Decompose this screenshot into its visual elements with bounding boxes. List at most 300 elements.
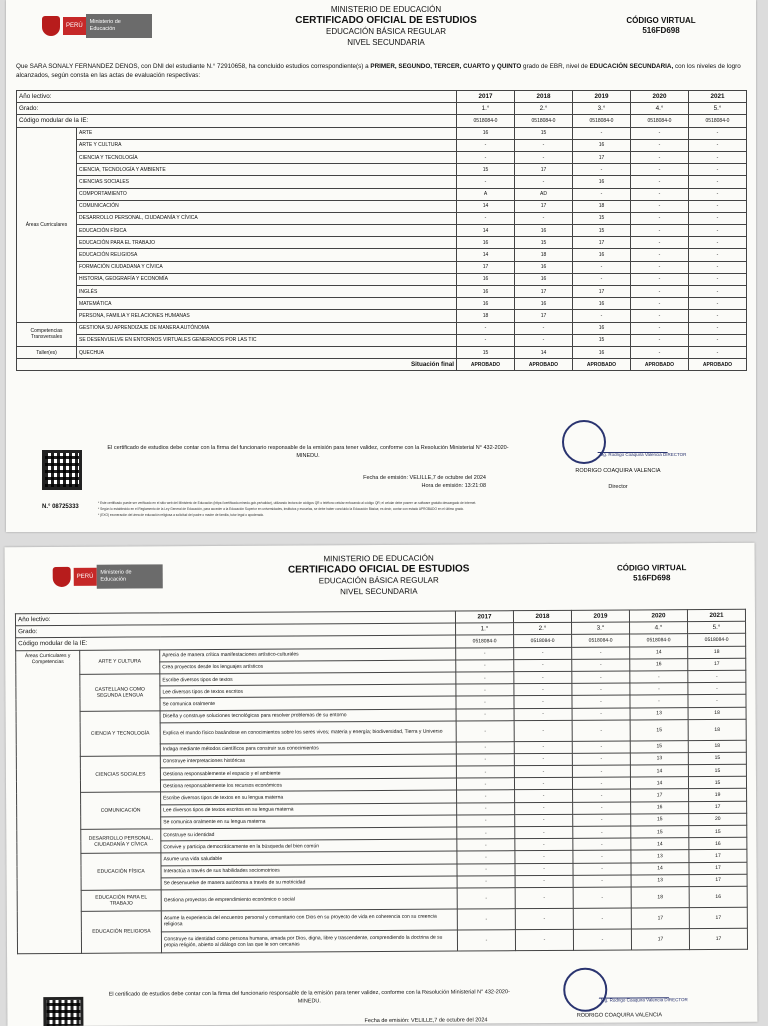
grade-cell: 13 [631,850,689,863]
grade-cell: - [573,261,631,273]
virtual-code-2 [597,563,707,584]
competency-name: Explica el mundo físico basándose en conocimientos sobre los seres vivos; materia y energía; biodiversidad, Tierra y Universo [160,721,456,744]
grade-cell: - [689,298,747,310]
intro-text-3: con los niveles de logro alcanzados, según consta en las actas de evaluación respectivas: [16,63,741,79]
grade-cell: 2021 [687,609,745,622]
competency-name: GESTIONA SU APRENDIZAJE DE MANERA AUTÓNOMA [77,322,457,334]
grade-cell: 5.° [689,103,747,115]
grade-cell: 16 [457,127,515,139]
grade-cell: 17 [573,237,631,249]
grade-cell: - [689,225,747,237]
competency-name: Gestiona responsablemente los recursos económicos [160,778,456,792]
area-group-label: Áreas Curriculares [17,127,77,322]
grade-cell: - [457,875,515,888]
table-row [17,261,747,273]
grade-cell: - [573,802,631,815]
grade-cell: - [689,164,747,176]
grade-cell: - [631,200,689,212]
certificate-title-block-2 [199,552,559,598]
area-name: ARTE Y CULTURA [80,649,160,674]
certificate-page-2 [5,543,758,1026]
area-name: CIENCIA Y TECNOLOGÍA [77,151,457,163]
competency-name: Asume una vida saludable [161,851,457,865]
grade-cell: - [573,875,631,888]
virtual-code-value-2: 516FD698 [633,573,671,583]
grade-cell: 0518084-0 [688,634,746,647]
grade-cell: - [572,753,630,766]
competency-group-label: Competencias Transversales [17,322,77,346]
logo-peru: PERÚ [63,17,86,35]
grade-cell: 15 [630,740,688,753]
grade-cell: 4.° [631,103,689,115]
school-code-row [17,115,747,127]
grade-cell: - [689,200,747,212]
education-level-2: EDUCACIÓN BÁSICA REGULAR [318,575,439,586]
grade-cell: 3.° [573,103,631,115]
minedu-logo-2 [53,564,163,589]
virtual-code-label: CÓDIGO VIRTUAL [626,16,696,25]
grades-table-2 [15,609,748,954]
grade-cell: 17 [515,310,573,322]
area-name: CIENCIAS SOCIALES [80,756,160,793]
competency-name: Construye su identidad como persona humana, amada por Dios, digna, libre y trascendente, comprendiendo la doctrina de su propia religión, abierto al diálogo con las que le son cercanas [161,930,457,953]
grade-cell: - [689,151,747,163]
grade-cell: 3.° [572,622,630,635]
intro-grades: PRIMER, SEGUNDO, TERCER, CUARTO y QUINTO [370,63,522,70]
grade-cell: 16 [573,249,631,261]
grade-cell: - [457,827,515,840]
area-name: HISTORIA, GEOGRAFÍA Y ECONOMÍA [77,273,457,285]
grade-cell: - [689,261,747,273]
grade-cell: 2.° [514,623,572,636]
grade-cell: - [572,720,630,741]
area-name: DESARROLLO PERSONAL, CIUDADANÍA Y CÍVICA [77,212,457,224]
grade-cell: 13 [630,752,688,765]
grade-cell: 17 [689,850,747,863]
grade-cell: - [631,286,689,298]
grade-cell: 17 [457,261,515,273]
competency-name: Asume la experiencia del encuentro personal y comunitario con Dios en su proyecto de vida en coherencia con su creencia religiosa [161,909,457,932]
grade-cell: 17 [515,164,573,176]
director-signature-icon [599,973,678,998]
grade-cell: 17 [631,789,689,802]
competency-name: Crea proyectos desde los lenguajes artísticos [160,660,456,674]
grade-cell: - [456,684,514,697]
table-row [17,322,747,334]
grade-cell: 15 [688,752,746,765]
grade-cell: - [456,696,514,709]
grade-cell: - [688,695,746,708]
competency-name: Diseña y construye soluciones tecnológicas para resolver problemas de su entorno [160,709,456,723]
area-name: EDUCACIÓN FÍSICA [77,225,457,237]
grade-cell: 18 [573,200,631,212]
grade-cell: - [689,237,747,249]
area-name: INGLÉS [77,286,457,298]
grade-cell: 14 [515,346,573,358]
grade-cell: 0518084-0 [631,115,689,127]
areas-competencies-label: Áreas Curriculares y Competencias [16,650,82,954]
grade-cell: 5.° [688,621,746,634]
grade-cell: - [457,863,515,876]
grade-cell: - [631,237,689,249]
grade-cell: - [514,647,572,660]
area-name: EDUCACIÓN RELIGIOSA [77,249,457,261]
grade-cell: - [631,151,689,163]
grade-cell: - [515,875,573,888]
grade-cell: 16 [515,273,573,285]
fine-print-3: * (EXO) exoneración del área de educación religiosa a solicitud del padre o madre de familia, tutor legal o apoderado. [98,513,265,517]
grade-cell: A [457,188,515,200]
grade-cell: - [456,659,514,672]
grade-cell: 15 [689,825,747,838]
grade-cell: 16 [457,273,515,285]
grade-cell: - [514,671,572,684]
grade-cell: 13 [631,874,689,887]
grade-cell: 2.° [515,103,573,115]
grade-cell: - [456,741,514,754]
minedu-logo [42,14,152,38]
grade-cell: 18 [515,249,573,261]
grade-cell: - [456,766,514,779]
grade-cell: 15 [573,225,631,237]
grade-cell: APROBADO [631,359,689,371]
school-code-label: Código modular de la IE: [16,635,456,650]
area-name: EDUCACIÓN FÍSICA [81,853,161,890]
grade-cell: 17 [573,286,631,298]
grade-cell: - [689,176,747,188]
grade-cell: 18 [457,310,515,322]
grade-cell: 15 [457,164,515,176]
grade-cell: 15 [515,127,573,139]
grade-cell: 16 [631,801,689,814]
grade-cell: 18 [631,887,689,908]
area-name: CIENCIA, TECNOLOGÍA Y AMBIENTE [77,164,457,176]
grade-cell: - [457,851,515,864]
certificate-serial: N.° 08725333 [42,504,79,510]
grade-cell: 2018 [515,91,573,103]
grade-cell: - [515,839,573,852]
grade-cell: 0518084-0 [457,115,515,127]
grade-cell: - [457,212,515,224]
grade-cell: 2021 [689,91,747,103]
area-name: EDUCACIÓN PARA EL TRABAJO [77,237,457,249]
grade-cell: - [689,334,747,346]
grade-cell: 14 [630,765,688,778]
grade-cell: - [457,790,515,803]
grade-cell: - [457,802,515,815]
table-row [17,225,747,237]
grade-cell: - [689,286,747,298]
grade-cell: - [515,790,573,803]
grade-cell: - [457,139,515,151]
competency-name: Escribe diversos tipos de textos en su lengua materna [161,790,457,804]
qr-code-icon [43,997,83,1026]
competency-name: Interactúa a través de sus habilidades sociomotrices [161,864,457,878]
table-row [17,151,747,163]
grade-cell: 18 [688,707,746,720]
year-row [17,91,747,103]
grade-cell: - [689,212,747,224]
grade-cell: - [631,249,689,261]
grade-cell: 16 [515,225,573,237]
grade-cell: 14 [630,777,688,790]
grade-cell: - [514,696,572,709]
fine-print-1: * Este certificado puede ser verificado en el sitio web del Ministerio de Educación (https://certificado.minedu.gob.pe/validar), utilizando lectora de códigos QR o teléfono celular enfocando al código QR; el celular debe poseer un software gratuito descargado de internet. [98,501,477,505]
grade-cell: - [457,839,515,852]
fine-print-2: * Según lo establecido en el Reglamento de la Ley General de Educación, para acceder a la Educación Superior en universidades, institutos y escuelas, se debe haber concluido la Educación Básica; es decir, contar con estado APROBADO en el último grado. [98,507,465,511]
validity-note-2: El certificado de estudios debe contar con la firma del funcionario responsable de la emisión para tener validez, conforme con la Resolución Ministerial N° 432-2020-MINEDU. [108,989,510,1005]
grade-cell: - [689,249,747,261]
grade-cell: - [631,212,689,224]
table-row [17,310,747,322]
grade-cell: - [631,310,689,322]
table-row [17,346,747,358]
competency-name: Se comunica oralmente [160,696,456,710]
grade-cell: - [573,838,631,851]
grade-cell: - [515,826,573,839]
year-label: Año lectivo: [17,91,457,103]
director-signature-icon [597,428,676,453]
grade-cell: 14 [630,646,688,659]
grade-cell: 2020 [631,91,689,103]
table-row [17,334,747,346]
director-title: Director [608,484,628,490]
grade-cell: - [515,908,573,929]
grade-cell: - [573,863,631,876]
area-name: PERSONA, FAMILIA Y RELACIONES HUMANAS [77,310,457,322]
grade-cell: - [456,647,514,660]
certificate-title-2: CERTIFICADO OFICIAL DE ESTUDIOS [287,563,470,576]
grade-cell: - [689,127,747,139]
grade-cell: 16 [689,837,747,850]
table-row [17,188,747,200]
certificate-intro [16,62,746,80]
grade-cell: - [515,851,573,864]
grade-cell: 14 [631,838,689,851]
grade-cell: 17 [573,151,631,163]
issue-date: Fecha de emisión: VELILLE,7 de octubre del 2024 [363,475,486,481]
table-row [17,212,747,224]
virtual-code-label-2: CÓDIGO VIRTUAL [616,563,687,573]
logo-ministry: Ministerio de Educación [86,14,152,38]
grade-cell: 15 [688,764,746,777]
grade-cell: 16 [515,298,573,310]
grade-cell: 1.° [456,623,514,636]
certificate-header-2 [5,543,755,604]
grade-cell: 15 [631,813,689,826]
grade-cell: - [457,334,515,346]
competency-name: Indaga mediante métodos científicos para construir sus conocimientos [160,742,456,756]
grade-cell: 15 [573,212,631,224]
grade-cell: 2019 [571,610,629,623]
grade-cell: - [457,930,515,951]
grade-cell: - [572,695,630,708]
validity-note: El certificado de estudios debe contar con la firma del funcionario responsable de la emisión para tener validez, conforme con la Resolución Ministerial N° 432-2020-MINEDU. [107,445,509,459]
grade-label: Grado: [17,103,457,115]
grade-cell: 18 [688,740,746,753]
area-name: COMUNICACIÓN [81,792,161,829]
grades-table-1 [16,90,747,371]
grade-cell: APROBADO [515,359,573,371]
table-row [17,139,747,151]
certificate-page-1 [6,0,756,532]
certificate-title: CERTIFICADO OFICIAL DE ESTUDIOS [295,15,477,26]
area-name: COMUNICACIÓN [77,200,457,212]
grade-cell: - [630,683,688,696]
grade-cell: - [631,322,689,334]
grade-cell: 17 [689,928,747,949]
grade-cell: - [515,334,573,346]
grade-cell: - [631,127,689,139]
grade-cell: 4.° [630,622,688,635]
grade-cell: 2018 [513,610,571,623]
table-row [17,298,747,310]
grade-cell: - [631,225,689,237]
grade-cell: - [456,672,514,685]
competency-name: Lee diversos tipos de textos escritos [160,684,456,698]
competency-name: Convive y participa democráticamente en la búsqueda del bien común [161,839,457,853]
grade-cell: - [689,273,747,285]
grade-cell: 14 [457,249,515,261]
peru-shield-icon [53,567,71,587]
grade-cell: 0518084-0 [572,634,630,647]
grade-cell: 16 [573,322,631,334]
grade-cell: - [515,929,573,950]
workshop-name: QUECHUA [77,346,457,358]
grade-cell: - [573,273,631,285]
grade-cell: 15 [573,334,631,346]
grade-cell: - [573,814,631,827]
area-name: MATEMÁTICA [77,298,457,310]
final-status-label: Situación final [17,359,457,371]
grade-cell: - [514,753,572,766]
grade-cell: 19 [689,789,747,802]
grade-cell: - [631,188,689,200]
grade-cell: - [573,789,631,802]
grade-cell: 15 [631,826,689,839]
grade-cell: 18 [688,646,746,659]
grade-cell: - [514,765,572,778]
year-label: Año lectivo: [15,611,455,626]
grade-cell: - [573,310,631,322]
grade-cell: - [456,720,514,741]
grade-cell: 16 [573,298,631,310]
competency-name: Gestiona responsablemente el espacio y el ambiente [160,766,456,780]
grade-cell: 17 [688,658,746,671]
grade-cell: - [573,826,631,839]
grade-cell: 20 [689,813,747,826]
grade-cell: 14 [457,225,515,237]
grade-cell: 17 [689,862,747,875]
grade-cell: 16 [573,346,631,358]
education-level: EDUCACIÓN BÁSICA REGULAR [325,27,447,36]
area-name: FORMACIÓN CIUDADANA Y CÍVICA [77,261,457,273]
grade-cell: - [457,888,515,909]
grade-cell: 14 [631,862,689,875]
grade-cell: - [688,682,746,695]
area-name: ARTE [77,127,457,139]
grade-label: Grado: [16,623,456,638]
grade-cell: 0518084-0 [573,115,631,127]
grade-cell: - [689,188,747,200]
grade-cell: 2019 [573,91,631,103]
grade-cell: - [573,908,631,929]
grade-cell: - [514,778,572,791]
grade-cell: - [515,139,573,151]
grade-cell: 17 [689,801,747,814]
virtual-code [606,16,716,36]
grade-cell: 0518084-0 [689,115,747,127]
grade-cell: AD [515,188,573,200]
grade-cell: 15 [630,719,688,740]
grade-cell: 16 [457,286,515,298]
intro-level: EDUCACIÓN SECUNDARIA, [589,63,674,70]
grade-cell: - [689,346,747,358]
education-sublevel-2: NIVEL SECUNDARIA [340,586,418,597]
grade-cell: 15 [688,777,746,790]
grade-cell: 0518084-0 [515,115,573,127]
table-row [17,164,747,176]
intro-text-2: grado de EBR, nivel de [521,63,590,70]
grade-cell: 17 [631,908,689,929]
grade-cell: - [515,863,573,876]
grade-cell: - [631,139,689,151]
grade-cell: - [572,659,630,672]
area-name: CASTELLANO COMO SEGUNDA LENGUA [80,674,160,711]
grade-cell: - [456,778,514,791]
grade-cell: - [631,346,689,358]
grade-cell: 15 [457,346,515,358]
area-name: CIENCIAS SOCIALES [77,176,457,188]
grade-cell: 16 [457,237,515,249]
grade-cell: - [457,151,515,163]
grade-cell: 2020 [629,610,687,623]
grade-cell: 16 [689,886,747,907]
grade-cell: 0518084-0 [456,635,514,648]
issue-date-2: Fecha de emisión: VELILLE,7 de octubre del 2024 [364,1017,488,1025]
table-row [17,237,747,249]
grade-cell: - [572,777,630,790]
grade-cell: - [514,741,572,754]
grade-cell: 18 [688,719,746,740]
table-row [17,200,747,212]
grade-cell: 17 [515,286,573,298]
grade-cell: - [631,176,689,188]
grade-cell: 16 [573,139,631,151]
grade-cell: 17 [631,929,689,950]
grade-cell: - [689,322,747,334]
competency-name: Gestiona proyectos de emprendimiento económico o social [161,888,457,911]
grade-cell: 17 [689,874,747,887]
table-row [17,176,747,188]
area-name: COMPORTAMIENTO [77,188,457,200]
director-name: RODRIGO COAQUIRA VALENCIA [575,468,661,474]
grade-cell: APROBADO [457,359,515,371]
competency-name: Construye su identidad [161,827,457,841]
grade-cell: - [515,151,573,163]
area-name: EDUCACIÓN PARA EL TRABAJO [81,890,161,911]
certificate-title-block [206,4,566,48]
signature-stamp-text: Mg. Rodrigo Coaquira Valencia DIRECTOR [599,452,687,457]
grade-cell: APROBADO [573,359,631,371]
grade-cell: - [573,887,631,908]
grade-cell: - [457,176,515,188]
signature-stamp-text-2: Mg. Rodrigo Coaquira Valencia DIRECTOR [600,997,688,1003]
area-name: DESARROLLO PERSONAL, CIUDADANÍA Y CÍVICA [81,829,161,854]
grade-cell: - [573,929,631,950]
grade-cell: 16 [515,261,573,273]
intro-text-1: Que SARA SONALY FERNANDEZ DENOS, con DNI del estudiante N.° 72910658, ha concluido estudios correspondiente(s) a [16,63,371,70]
